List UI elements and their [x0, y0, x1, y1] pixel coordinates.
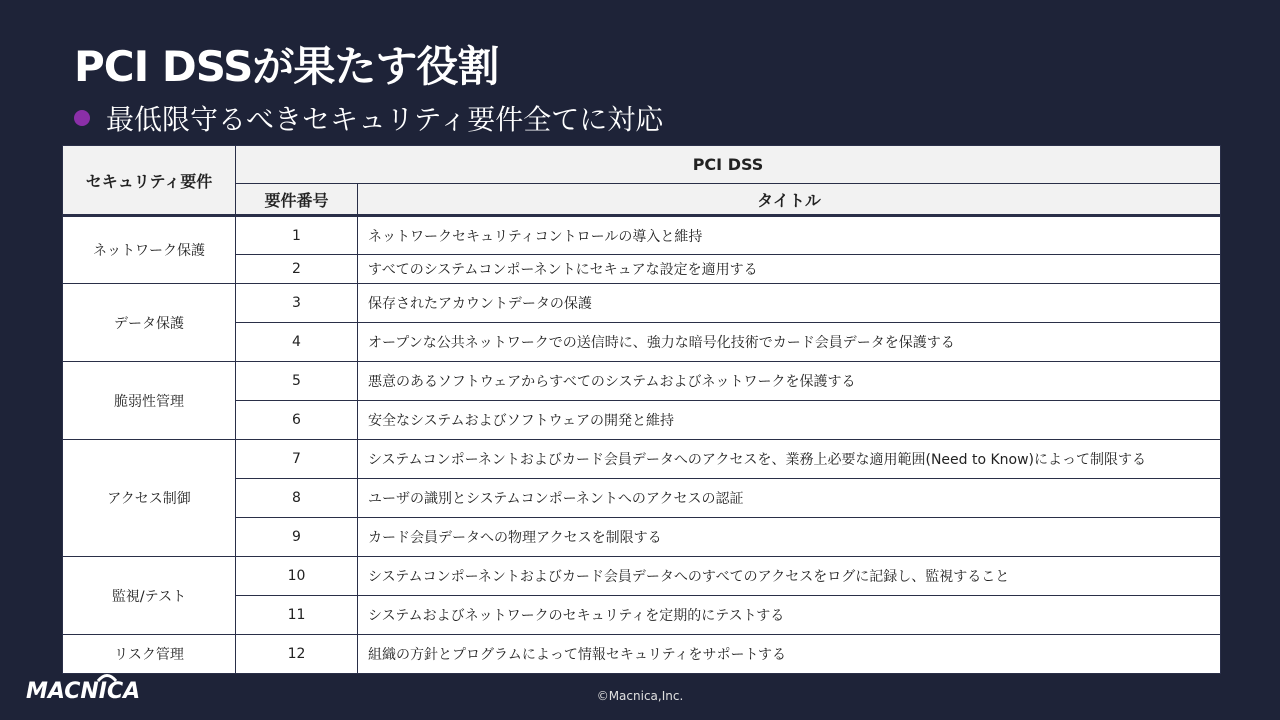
subtitle-row [74, 98, 663, 138]
title-cell: オープンな公共ネットワークでの送信時に、強力な暗号化技術でカード会員データを保護する [358, 323, 1221, 362]
category-cell: ネットワーク保護 [63, 216, 236, 284]
title-cell: システムおよびネットワークのセキュリティを定期的にテストする [358, 596, 1221, 635]
title-cell: 保存されたアカウントデータの保護 [358, 284, 1221, 323]
requirements-table [62, 145, 1221, 674]
table-row [63, 596, 1221, 635]
header-pci-dss: PCI DSS [236, 146, 1221, 184]
number-cell: 3 [236, 284, 358, 323]
category-cell: アクセス制御 [63, 440, 236, 557]
number-cell: 11 [236, 596, 358, 635]
title-cell: カード会員データへの物理アクセスを制限する [358, 518, 1221, 557]
table-row [63, 518, 1221, 557]
requirements-table-container [62, 145, 1220, 674]
category-cell: リスク管理 [63, 635, 236, 674]
macnica-logo: MACNICA [26, 679, 141, 704]
table-row [63, 323, 1221, 362]
title-cell: 組織の方針とプログラムによって情報セキュリティをサポートする [358, 635, 1221, 674]
bullet-icon [74, 110, 90, 126]
table-row [63, 216, 1221, 255]
table-row [63, 401, 1221, 440]
title-cell: ネットワークセキュリティコントロールの導入と維持 [358, 216, 1221, 255]
number-cell: 5 [236, 362, 358, 401]
number-cell: 9 [236, 518, 358, 557]
title-cell: 安全なシステムおよびソフトウェアの開発と維持 [358, 401, 1221, 440]
table-row [63, 440, 1221, 479]
table-row [63, 284, 1221, 323]
number-cell: 10 [236, 557, 358, 596]
category-cell: 脆弱性管理 [63, 362, 236, 440]
number-cell: 12 [236, 635, 358, 674]
table-row [63, 557, 1221, 596]
title-cell: ユーザの識別とシステムコンポーネントへのアクセスの認証 [358, 479, 1221, 518]
number-cell: 2 [236, 255, 358, 284]
title-cell: 悪意のあるソフトウェアからすべてのシステムおよびネットワークを保護する [358, 362, 1221, 401]
title-cell: システムコンポーネントおよびカード会員データへのすべてのアクセスをログに記録し、監視すること [358, 557, 1221, 596]
header-title: タイトル [358, 184, 1221, 216]
header-number: 要件番号 [236, 184, 358, 216]
header-category: セキュリティ要件 [63, 146, 236, 216]
slide-title: PCI DSSが果たす役割 [74, 42, 499, 91]
table-row [63, 255, 1221, 284]
number-cell: 7 [236, 440, 358, 479]
number-cell: 6 [236, 401, 358, 440]
title-cell: システムコンポーネントおよびカード会員データへのアクセスを、業務上必要な適用範囲(Need to Know)によって制限する [358, 440, 1221, 479]
table-row [63, 479, 1221, 518]
subtitle: 最低限守るべきセキュリティ要件全てに対応 [106, 103, 664, 136]
table-row [63, 635, 1221, 674]
number-cell: 1 [236, 216, 358, 255]
title-cell: すべてのシステムコンポーネントにセキュアな設定を適用する [358, 255, 1221, 284]
copyright: ©Macnica,Inc. [596, 689, 684, 703]
category-cell: データ保護 [63, 284, 236, 362]
number-cell: 8 [236, 479, 358, 518]
number-cell: 4 [236, 323, 358, 362]
category-cell: 監視/テスト [63, 557, 236, 635]
table-row [63, 362, 1221, 401]
